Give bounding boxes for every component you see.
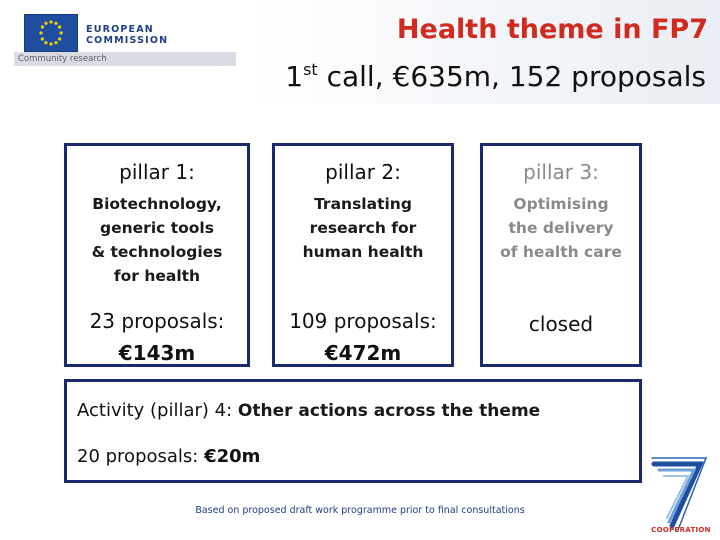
pillar-description: Biotechnology, generic tools & technologies for health [91, 195, 223, 285]
fp7-logo-icon [650, 452, 710, 534]
cooperation-label: COOPERATION [651, 526, 711, 534]
pillar-description: Translating research for human health [302, 195, 424, 261]
pillar-3-box [480, 143, 642, 367]
pillar-label: pillar 3: [523, 160, 599, 184]
community-research-label: Community research [14, 52, 236, 66]
pillar-4-box [64, 379, 642, 483]
ec-wordmark: EUROPEAN COMMISSION [86, 24, 169, 46]
pillar-proposal-count: 23 proposals: [89, 309, 225, 333]
pillar-status: closed [528, 312, 594, 336]
pillar-label: pillar 2: [325, 160, 401, 184]
footnote: Based on proposed draft work programme prior to final consultations [195, 505, 525, 516]
pillar-4-proposals: 20 proposals: €20m [77, 446, 261, 467]
slide-title: Health theme in FP7 [396, 14, 708, 45]
pillar-1-box [64, 143, 250, 367]
pillar-budget: €472m [324, 341, 402, 365]
pillar-proposal-count: 109 proposals: [289, 309, 437, 333]
slide-subtitle: 1st call, €635m, 152 proposals [285, 60, 706, 93]
pillar-label: pillar 1: [119, 160, 195, 184]
pillar-description: Optimising the delivery of health care [500, 195, 622, 261]
eu-flag-icon [24, 14, 78, 52]
pillar-2-box [272, 143, 454, 367]
pillar-4-heading: Activity (pillar) 4: Other actions across the theme [77, 400, 541, 421]
pillar-budget: €143m [118, 341, 196, 365]
